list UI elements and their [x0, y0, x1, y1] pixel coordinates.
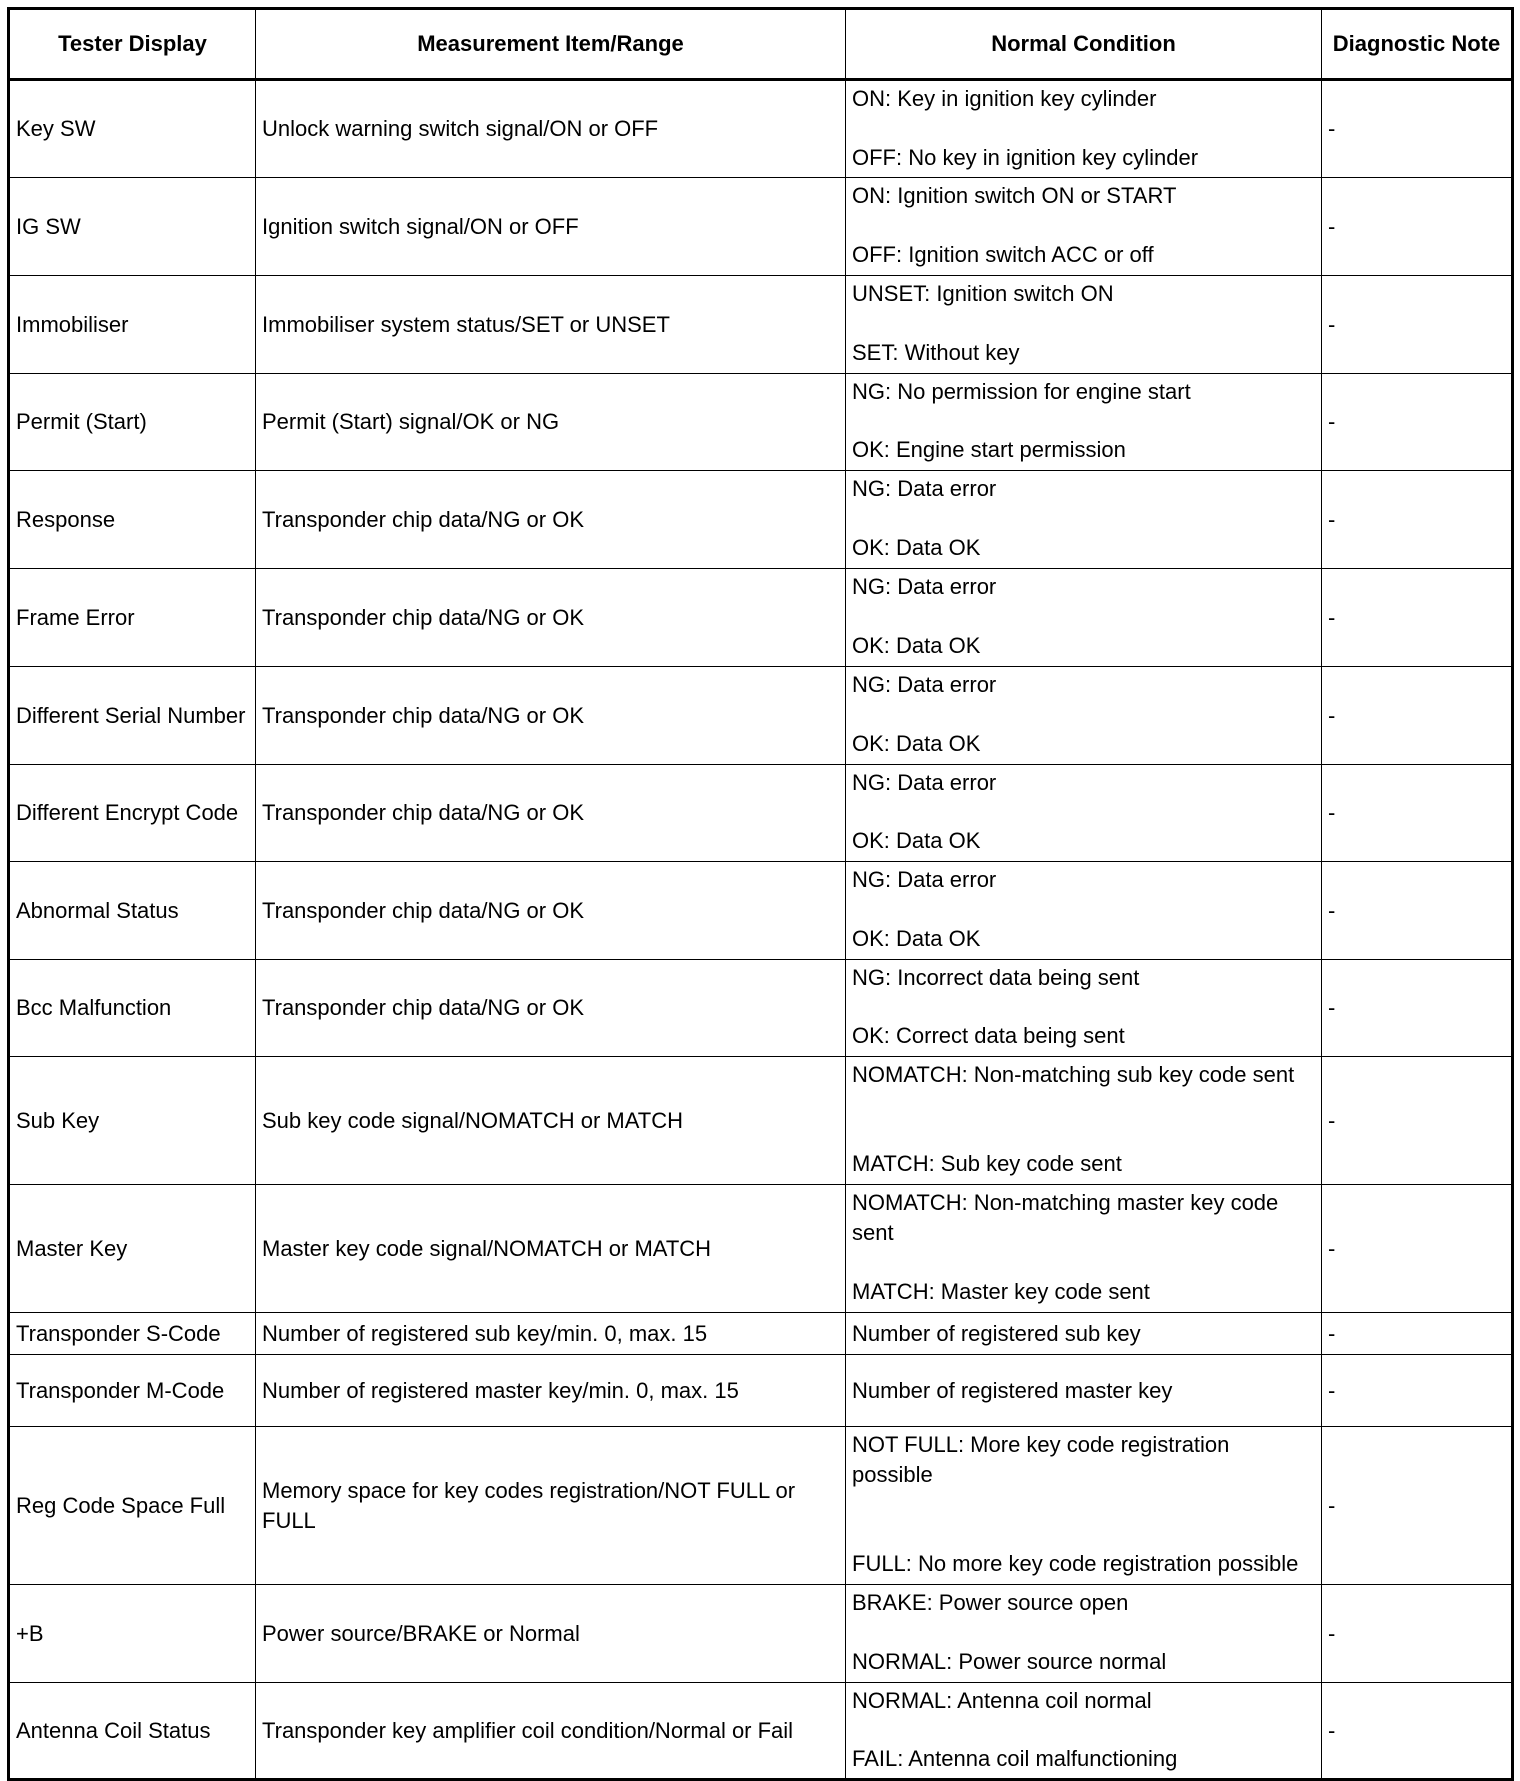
normal-condition-cell — [846, 178, 1322, 276]
tester-display-cell: Different Serial Number — [9, 667, 256, 765]
table-row — [9, 862, 1513, 960]
normal-condition-cell — [846, 862, 1322, 960]
normal-condition-cell — [846, 471, 1322, 569]
header-diagnostic-note: Diagnostic Note — [1322, 9, 1513, 80]
diagnostic-note-cell: - — [1322, 178, 1513, 276]
condition-text: UNSET: Ignition switch ON — [852, 281, 1114, 306]
normal-condition-cell — [846, 960, 1322, 1057]
table-row — [9, 1313, 1513, 1355]
normal-condition-cell — [846, 1185, 1322, 1313]
tester-display-cell: Different Encrypt Code — [9, 765, 256, 862]
condition-text: NORMAL: Power source normal — [852, 1649, 1167, 1674]
table-row — [9, 765, 1513, 862]
header-measurement-item: Measurement Item/Range — [256, 9, 846, 80]
measurement-item-cell: Number of registered sub key/min. 0, max. 15 — [256, 1313, 846, 1355]
diagnostic-note-cell: - — [1322, 1585, 1513, 1683]
measurement-item-cell: Transponder chip data/NG or OK — [256, 569, 846, 667]
table-row — [9, 276, 1513, 374]
condition-text: NG: Data error — [852, 672, 997, 697]
tester-display-cell: Immobiliser — [9, 276, 256, 374]
table-row — [9, 471, 1513, 569]
table-row — [9, 178, 1513, 276]
normal-condition-cell: Number of registered master key — [846, 1355, 1322, 1427]
condition-text: NG: No permission for engine start — [852, 379, 1191, 404]
condition-text: OK: Data OK — [852, 535, 981, 560]
table-row — [9, 1057, 1513, 1185]
table-row — [9, 1585, 1513, 1683]
data-monitor-table — [7, 7, 1514, 1781]
tester-display-cell: IG SW — [9, 178, 256, 276]
condition-text: ON: Ignition switch ON or START — [852, 183, 1177, 208]
diagnostic-note-cell: - — [1322, 765, 1513, 862]
tester-display-cell: Reg Code Space Full — [9, 1427, 256, 1585]
normal-condition-cell — [846, 569, 1322, 667]
tester-display-cell: +B — [9, 1585, 256, 1683]
tester-display-cell: Sub Key — [9, 1057, 256, 1185]
measurement-item-cell: Transponder chip data/NG or OK — [256, 960, 846, 1057]
header-row — [9, 9, 1513, 80]
tester-display-cell: Transponder M-Code — [9, 1355, 256, 1427]
measurement-item-cell: Transponder chip data/NG or OK — [256, 862, 846, 960]
diagnostic-note-cell: - — [1322, 1313, 1513, 1355]
condition-text: NG: Data error — [852, 770, 997, 795]
normal-condition-cell — [846, 1057, 1322, 1185]
condition-text: MATCH: Sub key code sent — [852, 1151, 1122, 1176]
table-row — [9, 1683, 1513, 1780]
condition-text: MATCH: Master key code sent — [852, 1279, 1150, 1304]
table-row — [9, 569, 1513, 667]
normal-condition-cell — [846, 667, 1322, 765]
diagnostic-note-cell: - — [1322, 1427, 1513, 1585]
diagnostic-note-cell: - — [1322, 1355, 1513, 1427]
diagnostic-note-cell: - — [1322, 667, 1513, 765]
measurement-item-cell: Immobiliser system status/SET or UNSET — [256, 276, 846, 374]
measurement-item-cell: Transponder chip data/NG or OK — [256, 765, 846, 862]
diagnostic-note-cell: - — [1322, 1185, 1513, 1313]
condition-text: OK: Data OK — [852, 731, 981, 756]
diagnostic-note-cell: - — [1322, 960, 1513, 1057]
condition-text: NG: Data error — [852, 867, 997, 892]
condition-text: SET: Without key — [852, 340, 1020, 365]
measurement-item-cell: Sub key code signal/NOMATCH or MATCH — [256, 1057, 846, 1185]
normal-condition-cell — [846, 1683, 1322, 1780]
condition-text: OK: Data OK — [852, 828, 981, 853]
measurement-item-cell: Transponder key amplifier coil condition/Normal or Fail — [256, 1683, 846, 1780]
diagnostic-note-cell: - — [1322, 569, 1513, 667]
diagnostic-note-cell: - — [1322, 276, 1513, 374]
normal-condition-cell — [846, 80, 1322, 178]
tester-display-cell: Antenna Coil Status — [9, 1683, 256, 1780]
condition-text: FULL: No more key code registration possible — [852, 1551, 1299, 1576]
condition-text: OK: Data OK — [852, 633, 981, 658]
diagnostic-note-cell: - — [1322, 862, 1513, 960]
measurement-item-cell: Memory space for key codes registration/NOT FULL or FULL — [256, 1427, 846, 1585]
condition-text: NOMATCH: Non-matching master key code sent — [852, 1190, 1279, 1245]
measurement-item-cell: Permit (Start) signal/OK or NG — [256, 374, 846, 471]
condition-text: NOT FULL: More key code registration possible — [852, 1432, 1230, 1487]
condition-text: OK: Engine start permission — [852, 437, 1126, 462]
condition-text: NG: Data error — [852, 476, 997, 501]
header-normal-condition: Normal Condition — [846, 9, 1322, 80]
table-row — [9, 960, 1513, 1057]
tester-display-cell: Transponder S-Code — [9, 1313, 256, 1355]
condition-text: OK: Data OK — [852, 926, 981, 951]
table-row — [9, 374, 1513, 471]
measurement-item-cell: Transponder chip data/NG or OK — [256, 667, 846, 765]
normal-condition-cell — [846, 276, 1322, 374]
diagnostic-note-cell: - — [1322, 471, 1513, 569]
tester-display-cell: Abnormal Status — [9, 862, 256, 960]
normal-condition-cell — [846, 765, 1322, 862]
measurement-item-cell: Power source/BRAKE or Normal — [256, 1585, 846, 1683]
condition-text: OFF: Ignition switch ACC or off — [852, 242, 1154, 267]
condition-text: NG: Incorrect data being sent — [852, 965, 1140, 990]
condition-text: NORMAL: Antenna coil normal — [852, 1688, 1152, 1713]
tester-display-cell: Frame Error — [9, 569, 256, 667]
tester-display-cell: Bcc Malfunction — [9, 960, 256, 1057]
condition-text: NOMATCH: Non-matching sub key code sent — [852, 1062, 1295, 1087]
table-row — [9, 80, 1513, 178]
header-tester-display: Tester Display — [9, 9, 256, 80]
condition-text: OK: Correct data being sent — [852, 1023, 1125, 1048]
diagnostic-note-cell: - — [1322, 374, 1513, 471]
normal-condition-cell — [846, 1585, 1322, 1683]
condition-text: OFF: No key in ignition key cylinder — [852, 145, 1199, 170]
tester-display-cell: Key SW — [9, 80, 256, 178]
table-row — [9, 667, 1513, 765]
measurement-item-cell: Number of registered master key/min. 0, max. 15 — [256, 1355, 846, 1427]
normal-condition-cell — [846, 1427, 1322, 1585]
table-row — [9, 1355, 1513, 1427]
measurement-item-cell: Unlock warning switch signal/ON or OFF — [256, 80, 846, 178]
condition-text: NG: Data error — [852, 574, 997, 599]
tester-display-cell: Response — [9, 471, 256, 569]
condition-text: ON: Key in ignition key cylinder — [852, 86, 1157, 111]
diagnostic-note-cell: - — [1322, 1057, 1513, 1185]
measurement-item-cell: Master key code signal/NOMATCH or MATCH — [256, 1185, 846, 1313]
condition-text: FAIL: Antenna coil malfunctioning — [852, 1746, 1178, 1771]
measurement-item-cell: Transponder chip data/NG or OK — [256, 471, 846, 569]
diagnostic-note-cell: - — [1322, 1683, 1513, 1780]
table-row — [9, 1427, 1513, 1585]
measurement-item-cell: Ignition switch signal/ON or OFF — [256, 178, 846, 276]
tester-display-cell: Permit (Start) — [9, 374, 256, 471]
condition-text: BRAKE: Power source open — [852, 1590, 1129, 1615]
table-row — [9, 1185, 1513, 1313]
normal-condition-cell — [846, 374, 1322, 471]
normal-condition-cell: Number of registered sub key — [846, 1313, 1322, 1355]
tester-display-cell: Master Key — [9, 1185, 256, 1313]
diagnostic-note-cell: - — [1322, 80, 1513, 178]
